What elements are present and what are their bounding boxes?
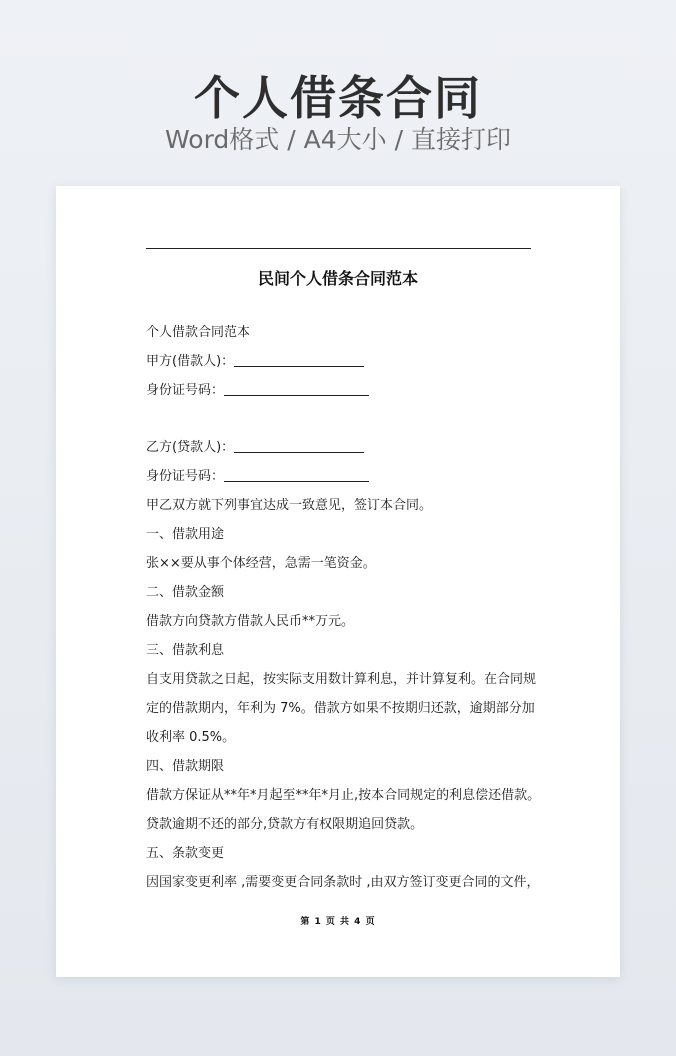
party-a-id-blank xyxy=(224,381,369,396)
section-4-text-line: 贷款逾期不还的部分,贷款方有权限期追回贷款。 xyxy=(146,817,424,832)
party-b-line xyxy=(146,433,538,462)
party-a-label: 甲方(借款人)： xyxy=(146,354,235,369)
page-subtitle: Word格式 / A4大小 / 直接打印 xyxy=(165,125,511,154)
section-4-title: 四、借款期限 xyxy=(146,759,225,774)
section-2-text: 借款方向贷款方借款人民币**万元。 xyxy=(146,614,355,629)
section-3-title: 三、借款利息 xyxy=(146,643,225,658)
intro-paragraph: 甲乙双方就下列事宜达成一致意见，签订本合同。 xyxy=(146,498,433,513)
section-3-text-line: 收利率 0.5%。 xyxy=(146,730,236,745)
header-rule xyxy=(146,248,531,249)
document-title: 民间个人借条合同范本 xyxy=(257,269,418,288)
party-b-id-label: 身份证号码： xyxy=(146,469,225,484)
section-4-text-line: 借款方保证从**年*月起至**年*月止,按本合同规定的利息偿还借款。 xyxy=(146,788,541,803)
party-a-id-label: 身份证号码： xyxy=(146,383,225,398)
section-2-title: 二、借款金额 xyxy=(146,585,225,600)
document-body xyxy=(146,318,541,897)
page-number: 第 1 页 共 4 页 xyxy=(300,917,376,927)
party-b-label: 乙方(贷款人)： xyxy=(146,440,235,455)
page-title: 个人借条合同 xyxy=(194,71,482,125)
section-1-title: 一、借款用途 xyxy=(146,527,225,542)
party-a-id-line xyxy=(146,376,538,405)
contract-heading: 个人借款合同范本 xyxy=(146,325,251,340)
party-b-id-line xyxy=(146,462,538,491)
party-b-id-blank xyxy=(224,467,369,482)
section-5-title: 五、条款变更 xyxy=(146,846,225,861)
section-5-text-line: 因国家变更利率 ,需要变更合同条款时 ,由双方签订变更合同的文件， xyxy=(146,875,540,890)
section-3-text-line: 定的借款期内，年利为 7%。借款方如果不按期归还款，逾期部分加 xyxy=(146,701,535,716)
section-1-text: 张××要从事个体经营，急需一笔资金。 xyxy=(146,556,376,571)
party-b-blank xyxy=(234,438,364,453)
party-a-line xyxy=(146,347,538,376)
section-3-text-line: 自支用贷款之日起，按实际支用数计算利息，并计算复利。在合同规 xyxy=(146,672,537,687)
party-a-blank xyxy=(234,352,364,367)
document-page xyxy=(56,186,620,977)
